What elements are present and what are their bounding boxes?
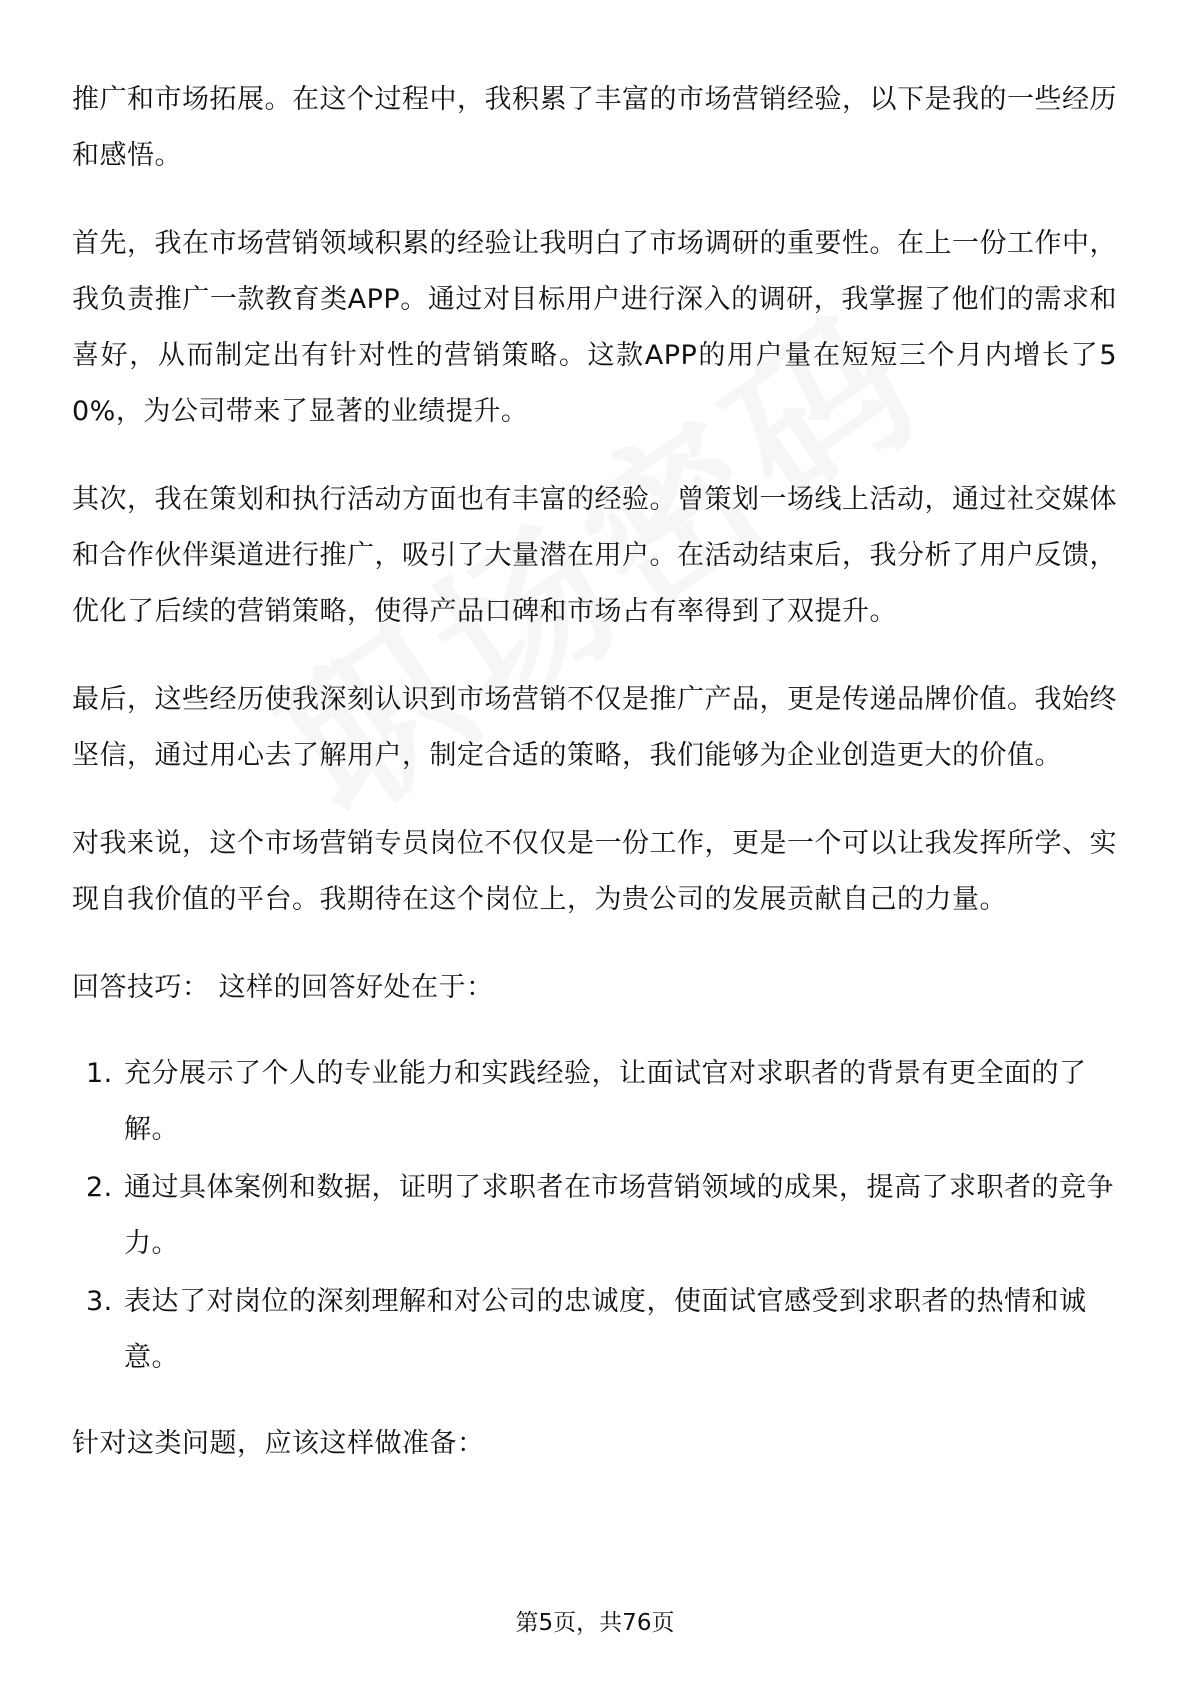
list-item-text: 充分展示了个人的专业能力和实践经验，让面试官对求职者的背景有更全面的了解。 xyxy=(124,1058,1087,1145)
list-item xyxy=(72,1160,1117,1272)
paragraph-first: 首先，我在市场营销领域积累的经验让我明白了市场调研的重要性。在上一份工作中，我负责推广一款教育类APP。通过对目标用户进行深入的调研，我掌握了他们的需求和喜好，从而制定出有针对性的营销策略。这款APP的用户量在短短三个月内增长了50%，为公司带来了显著的业绩提升。 xyxy=(72,228,1117,427)
list-item-number: 2. xyxy=(86,1172,113,1203)
list-item-number: 3. xyxy=(86,1286,113,1317)
list-item-text: 通过具体案例和数据，证明了求职者在市场营销领域的成果，提高了求职者的竞争力。 xyxy=(124,1172,1114,1259)
paragraph-second: 其次，我在策划和执行活动方面也有丰富的经验。曾策划一场线上活动，通过社交媒体和合作伙伴渠道进行推广，吸引了大量潜在用户。在活动结束后，我分析了用户反馈，优化了后续的营销策略，使得产品口碑和市场占有率得到了双提升。 xyxy=(72,484,1117,627)
tips-heading: 回答技巧： 这样的回答好处在于： xyxy=(72,972,494,1003)
tips-list xyxy=(72,1046,1117,1386)
paragraph-intro: 推广和市场拓展。在这个过程中，我积累了丰富的市场营销经验，以下是我的一些经历和感悟。 xyxy=(72,84,1117,171)
list-item-number: 1. xyxy=(86,1058,113,1089)
list-item xyxy=(72,1046,1117,1158)
paragraph-conclusion: 对我来说，这个市场营销专员岗位不仅仅是一份工作，更是一个可以让我发挥所学、实现自我价值的平台。我期待在这个岗位上，为贵公司的发展贡献自己的力量。 xyxy=(72,828,1117,915)
list-item xyxy=(72,1274,1117,1386)
document-page xyxy=(72,72,1117,1504)
paragraph-last: 最后，这些经历使我深刻认识到市场营销不仅是推广产品，更是传递品牌价值。我始终坚信，通过用心去了解用户，制定合适的策略，我们能够为企业创造更大的价值。 xyxy=(72,684,1117,771)
page-footer: 第5页，共76页 xyxy=(515,1610,675,1636)
prep-heading: 针对这类问题，应该这样做准备： xyxy=(72,1428,485,1459)
list-item-text: 表达了对岗位的深刻理解和对公司的忠诚度，使面试官感受到求职者的热情和诚意。 xyxy=(124,1286,1087,1373)
